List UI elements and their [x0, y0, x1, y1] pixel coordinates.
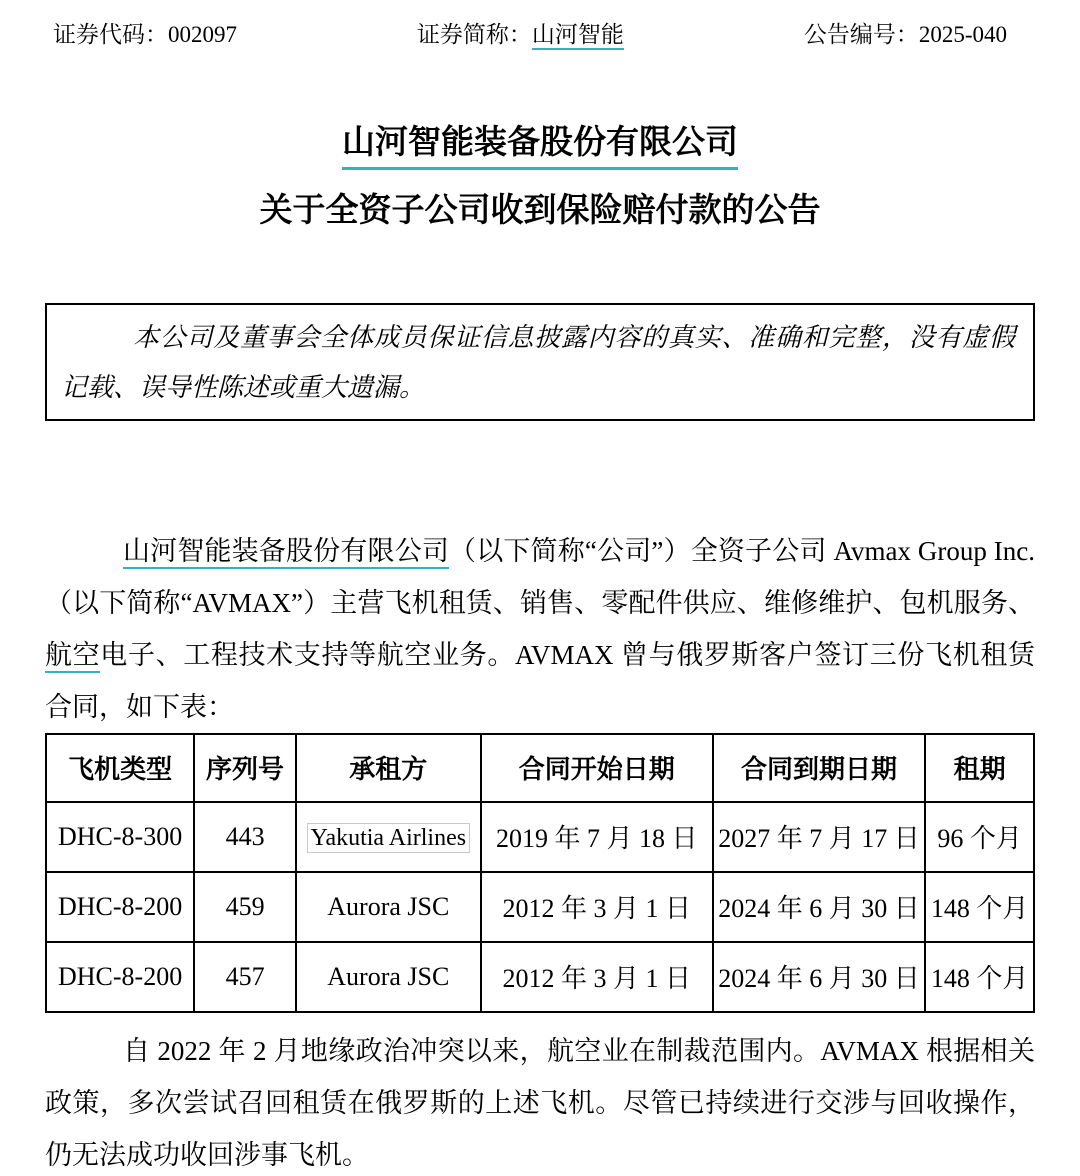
- table-cell: 443: [194, 802, 296, 872]
- table-cell: 148 个月: [925, 872, 1034, 942]
- disclaimer-text: 本公司及董事会全体成员保证信息披露内容的真实、准确和完整，没有虚假记载、误导性陈述或重大遗漏。: [61, 322, 1015, 402]
- table-row: [46, 872, 1034, 942]
- contracts-table: [45, 733, 1035, 1013]
- stock-code-label: 证券代码：: [53, 22, 168, 47]
- table-header-cell: 租期: [925, 734, 1034, 802]
- doc-header: [45, 16, 1035, 49]
- table-cell: [296, 802, 481, 872]
- table-cell: 2024 年 6 月 30 日: [713, 942, 925, 1012]
- announcement-number-value: 2025-040: [918, 22, 1007, 47]
- stock-name-label: 证券简称：: [416, 22, 532, 47]
- table-cell: 2024 年 6 月 30 日: [713, 872, 925, 942]
- table-cell: DHC-8-200: [46, 872, 194, 942]
- table-row: [46, 802, 1034, 872]
- table-cell: 148 个月: [925, 942, 1034, 1012]
- stock-name: [417, 16, 624, 49]
- table-cell: 96 个月: [925, 802, 1034, 872]
- table-cell: 457: [194, 942, 296, 1012]
- table-header-row: [46, 734, 1034, 802]
- announcement-number-label: 公告编号：: [803, 22, 919, 47]
- company-title-text: 山河智能装备股份有限公司: [342, 125, 738, 170]
- teal-underlined-text: 航空: [45, 640, 100, 673]
- announcement-subject-title: 关于全资子公司收到保险赔付款的公告: [259, 192, 821, 229]
- table-cell: 2012 年 3 月 1 日: [481, 872, 713, 942]
- table-cell: Aurora JSC: [296, 942, 481, 1012]
- table-row: [46, 942, 1034, 1012]
- lessee-proofing-mark: Yakutia Airlines: [307, 823, 471, 853]
- table-header-cell: 序列号: [194, 734, 296, 802]
- announcement-number: [804, 16, 1007, 49]
- table-header-cell: 合同到期日期: [713, 734, 925, 802]
- company-title: [45, 125, 1035, 163]
- table-header-cell: 合同开始日期: [481, 734, 713, 802]
- stock-code-value: 002097: [168, 22, 237, 47]
- teal-underlined-text: 山河智能装备股份有限公司: [123, 536, 449, 569]
- table-cell: 2027 年 7 月 17 日: [713, 802, 925, 872]
- table-cell: DHC-8-300: [46, 802, 194, 872]
- table-header-cell: 飞机类型: [46, 734, 194, 802]
- table-cell: 2019 年 7 月 18 日: [481, 802, 713, 872]
- table-header-cell: 承租方: [296, 734, 481, 802]
- table-cell: 459: [194, 872, 296, 942]
- table-cell: 2012 年 3 月 1 日: [481, 942, 713, 1012]
- stock-code: [53, 16, 237, 49]
- stock-name-value: 山河智能: [532, 22, 624, 50]
- intro-paragraph: [45, 525, 1035, 733]
- disclaimer-box: [45, 303, 1035, 421]
- table-cell: Aurora JSC: [296, 872, 481, 942]
- paragraph-text: （以下简称“公司”）全资子公司 Avmax Group Inc.（以下简称“AVMAX”）主营飞机租赁、销售、零配件供应、维修维护、包机服务、: [45, 535, 1035, 618]
- paragraph-text: 电子、工程技术支持等航空业务。AVMAX 曾与俄罗斯客户签订三份飞机租赁合同，如下表：: [45, 639, 1035, 722]
- closing-paragraph: 自 2022 年 2 月地缘政治冲突以来，航空业在制裁范围内。AVMAX 根据相关政策，多次尝试召回租赁在俄罗斯的上述飞机。尽管已持续进行交涉与回收操作，仍无法成功收回涉事飞机。: [45, 1035, 1035, 1170]
- table-cell: DHC-8-200: [46, 942, 194, 1012]
